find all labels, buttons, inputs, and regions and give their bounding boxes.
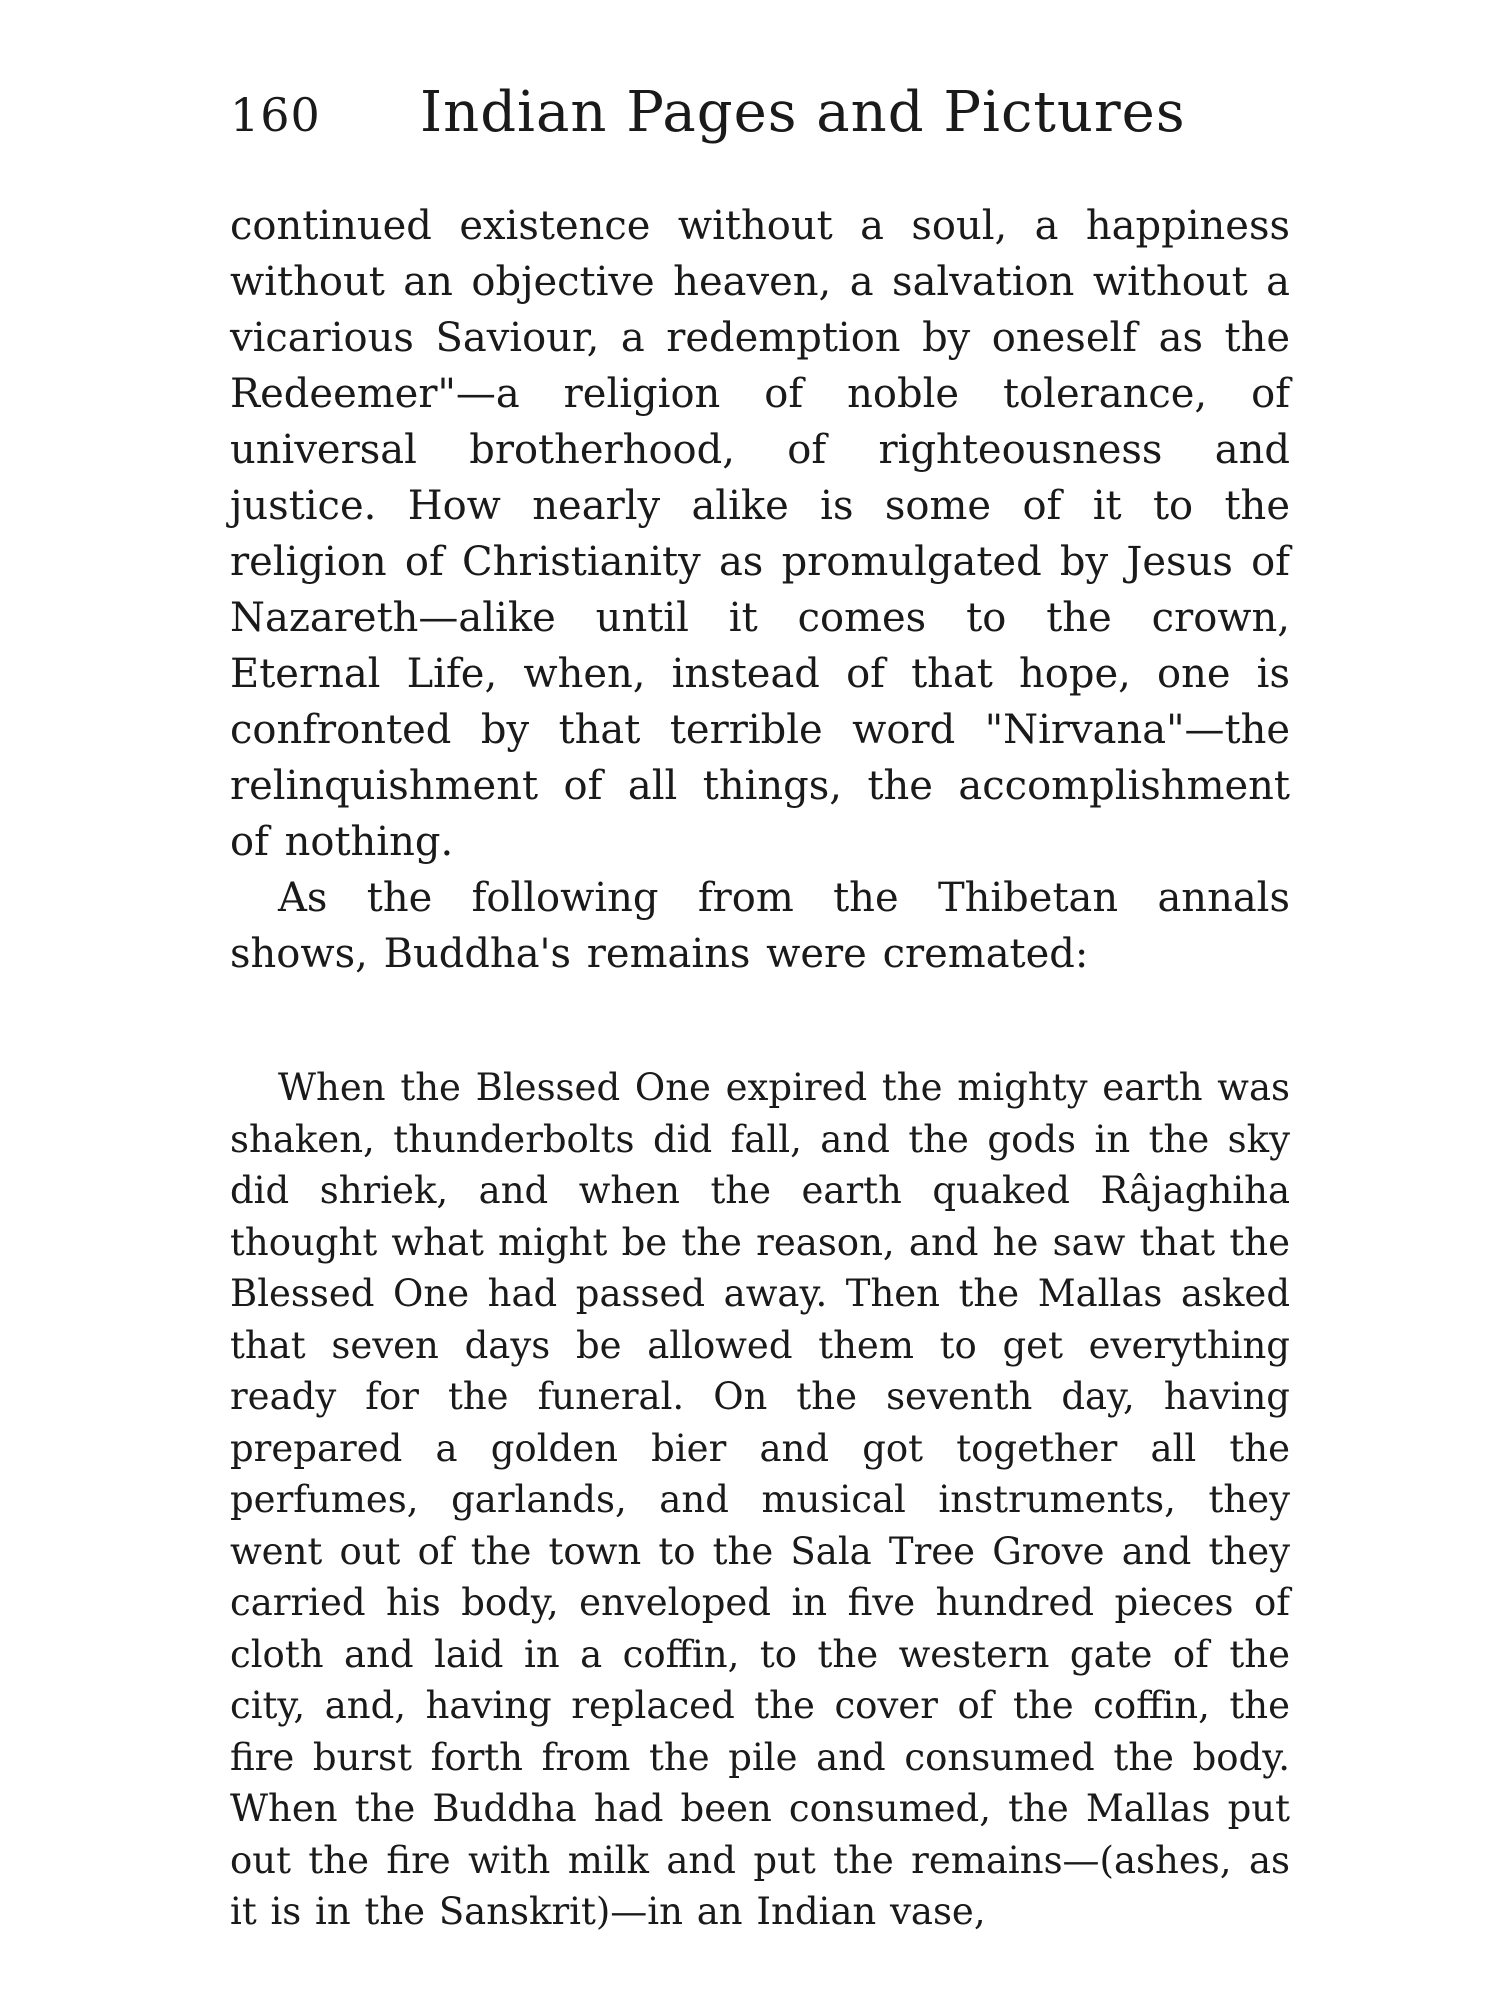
page-number: 160	[230, 88, 321, 142]
quotation-paragraph: When the Blessed One expired the mighty earth was shaken, thunderbolts did fall, and the gods in the sky did shriek, and when the earth quaked Râjaghiha thought what might be the reason, and he saw that the Blessed One had passed away. Then the Mallas asked that seven days be allowed them to get everything ready for the funeral. On the seventh day, having prepared a golden bier and got together all the perfumes, garlands, and musical instruments, they went out of the town to the Sala Tree Grove and they carried his body, enveloped in five hundred pieces of cloth and laid in a coffin, to the western gate of the city, and, having replaced the cover of the coffin, the fire burst forth from the pile and consumed the body. When the Buddha had been consumed, the Mallas put out the fire with milk and put the remains—(ashes, as it is in the Sanskrit)—in an Indian vase,	[230, 1066, 1290, 1933]
quotation-block	[230, 1062, 1290, 1938]
body-paragraph-1: continued existence without a soul, a happiness without an objective heaven, a salvation without a vicarious Saviour, a redemption by oneself as the Redeemer"—a religion of noble tolerance, of universal brotherhood, of righteousness and justice. How nearly alike is some of it to the religion of Christianity as promulgated by Jesus of Nazareth—alike until it comes to the crown, Eternal Life, when, instead of that hope, one is confronted by that terrible word "Nirvana"—the relinquishment of all things, the accomplishment of nothing.	[230, 203, 1290, 865]
running-title: Indian Pages and Pictures	[420, 80, 1186, 145]
book-page	[230, 80, 1290, 1960]
body-paragraph-2: As the following from the Thibetan annals shows, Buddha's remains were cremated:	[230, 875, 1290, 977]
running-head	[230, 80, 1290, 160]
